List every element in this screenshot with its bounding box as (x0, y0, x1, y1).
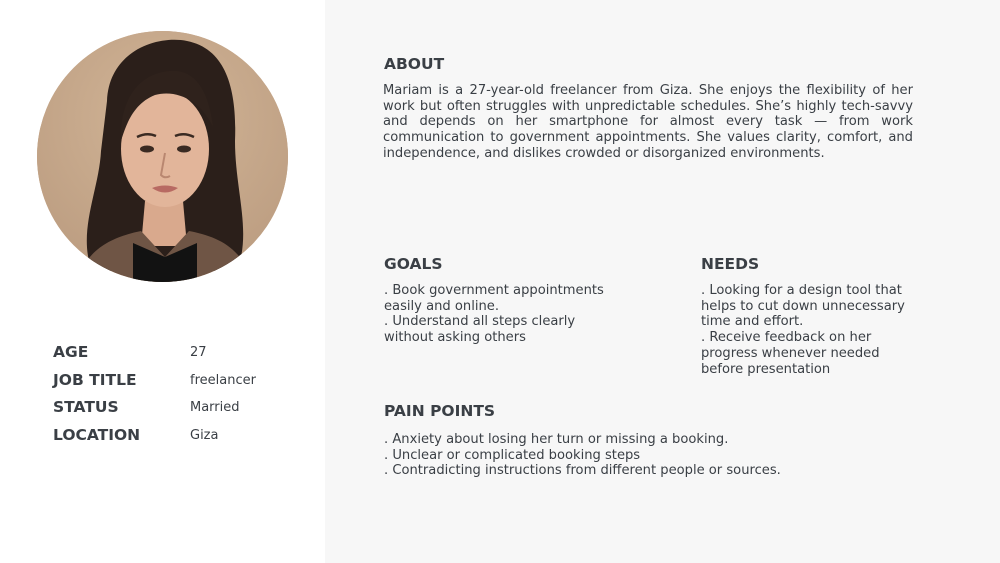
pain-points-heading: PAIN POINTS (384, 402, 496, 420)
about-text: Mariam is a 27-year-old freelancer from Giza. She enjoys the flexibility of her work but often struggles with unpredictable schedules. She’s highly tech-savvy and depends on her smartphone for almost every task — from work communication to government appointments. She values clarity, comfort, and independence, and dislikes crowded or disorganized environments. (383, 83, 913, 161)
location-label: LOCATION (53, 426, 141, 445)
pain-point-line: . Anxiety about losing her turn or missing a booking. (384, 432, 729, 447)
portrait-image (37, 31, 288, 282)
needs-line: helps to cut down unnecessary (701, 298, 905, 314)
profile-panel (0, 0, 325, 563)
age-label: AGE (53, 343, 89, 361)
location-value: Giza (190, 428, 219, 444)
content-panel (325, 0, 1000, 563)
goals-line: . Understand all steps clearly (384, 314, 576, 330)
goals-line: without asking others (384, 330, 526, 346)
job-title-value: freelancer (190, 372, 256, 388)
goals-line: easily and online. (384, 298, 499, 314)
goals-list (384, 283, 604, 346)
status-value: Married (190, 400, 240, 416)
age-value: 27 (190, 345, 207, 360)
pain-points-list (384, 432, 781, 479)
pain-point-line: . Contradicting instructions from different people or sources. (384, 463, 781, 479)
avatar (37, 31, 288, 282)
needs-line: before presentation (701, 361, 831, 377)
needs-heading: NEEDS (701, 255, 760, 273)
needs-list (701, 283, 905, 377)
needs-line: progress whenever needed (701, 345, 880, 361)
goals-line: . Book government appointments (384, 283, 604, 298)
needs-line: . Looking for a design tool that (701, 283, 902, 298)
status-label: STATUS (53, 398, 119, 417)
goals-heading: GOALS (384, 255, 443, 273)
needs-line: time and effort. (701, 314, 804, 330)
about-heading: ABOUT (384, 55, 445, 73)
needs-line: . Receive feedback on her (701, 330, 872, 346)
pain-point-line: . Unclear or complicated booking steps (384, 447, 641, 463)
job-title-label: JOB TITLE (53, 370, 137, 389)
